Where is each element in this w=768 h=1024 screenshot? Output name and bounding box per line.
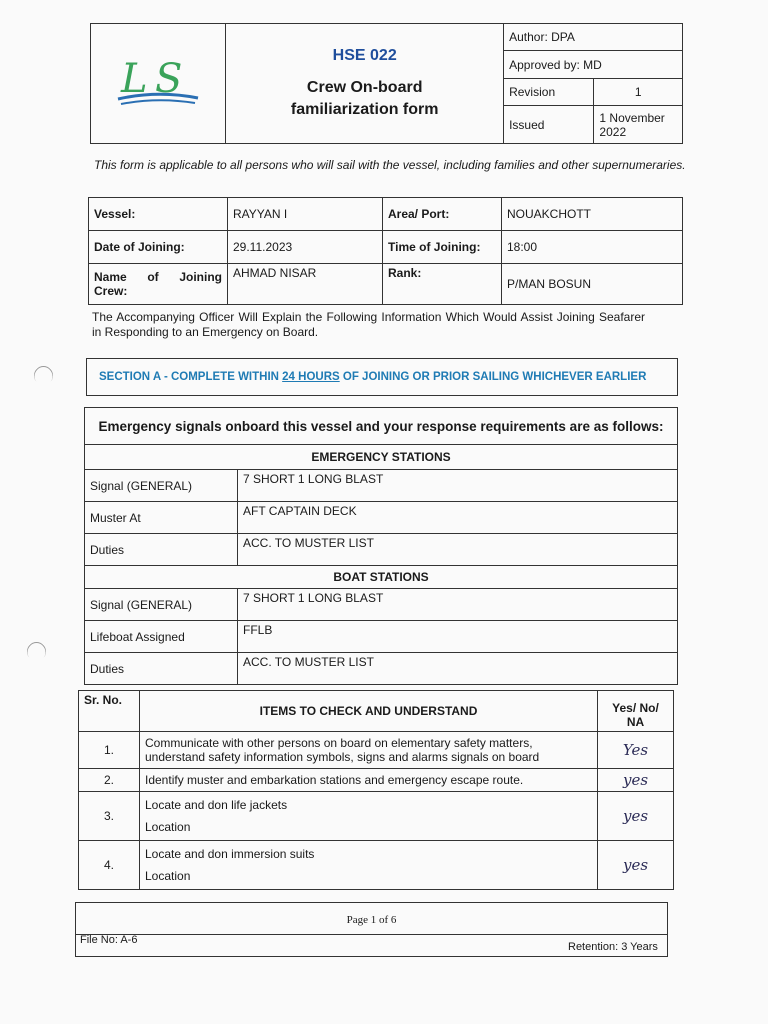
row-number: 4. [79, 841, 140, 890]
ls-logo-icon [113, 52, 203, 112]
emergency-duties-label: Duties [85, 534, 238, 566]
muster-label: Muster At [85, 502, 238, 534]
table-row [85, 502, 678, 534]
document-title-line1: Crew On-board [306, 78, 423, 96]
emergency-duties-value: ACC. TO MUSTER LIST [238, 534, 678, 566]
col-items-header: ITEMS TO CHECK AND UNDERSTAND [140, 691, 598, 732]
table-row [85, 470, 678, 502]
table-row [85, 621, 678, 653]
row-number: 2. [79, 769, 140, 792]
row-item-text: Locate and don life jackets [145, 798, 288, 812]
muster-value: AFT CAPTAIN DECK [238, 502, 678, 534]
date-value: 29.11.2023 [228, 231, 383, 264]
boat-signal-value: 7 SHORT 1 LONG BLAST [238, 589, 678, 621]
svg-text:S: S [155, 56, 183, 102]
issued-label: Issued [504, 106, 594, 144]
rank-value: P/MAN BOSUN [502, 264, 683, 305]
company-logo [91, 24, 226, 144]
row-number: 3. [79, 792, 140, 841]
row-answer: yes [598, 769, 674, 792]
signals-heading: Emergency signals onboard this vessel and your response requirements are as follows: [85, 408, 678, 445]
intro-text: The Accompanying Officer Will Explain the Following Information Which Would Assist Joining Seafarer in Responding to an Emergency on Board. [92, 310, 645, 339]
boat-stations-heading: BOAT STATIONS [85, 566, 678, 589]
row-number: 1. [79, 732, 140, 769]
section-a-part3: OF JOINING OR PRIOR SAILING WHICHEVER EARLIER [339, 371, 647, 383]
issued-value: 1 November 2022 [594, 106, 683, 144]
row-item-text: Locate and don immersion suits [145, 847, 315, 861]
document-title-block [226, 24, 504, 144]
emergency-signals-table [84, 407, 678, 685]
time-value: 18:00 [502, 231, 683, 264]
revision-value: 1 [594, 78, 683, 105]
section-a-part1: SECTION A - COMPLETE WITHIN [99, 371, 283, 383]
retention-period: Retention: 3 Years [568, 941, 658, 953]
rank-label: Rank: [383, 264, 502, 305]
punch-hole-top [30, 362, 57, 389]
section-a-banner [86, 358, 678, 396]
row-answer: Yes [598, 732, 674, 769]
revision-label: Revision [504, 78, 594, 105]
approved-field: Approved by: MD [504, 51, 683, 78]
footer-top-line [75, 902, 668, 903]
lifeboat-label: Lifeboat Assigned [85, 621, 238, 653]
vessel-label: Vessel: [89, 198, 228, 231]
emergency-signal-label: Signal (GENERAL) [85, 470, 238, 502]
time-label: Time of Joining: [383, 231, 502, 264]
table-row [85, 653, 678, 685]
row-answer: yes [598, 792, 674, 841]
row-item-location: Location [145, 820, 191, 834]
section-a-deadline: 24 HOURS [282, 371, 340, 383]
footer-divider [75, 934, 668, 935]
row-item-text: Identify muster and embarkation stations and emergency escape route. [140, 769, 598, 792]
row-item-text: Communicate with other persons on board on elementary safety matters, understand safety information symbols, signs and alarms signals on board [140, 732, 598, 769]
row-item-location: Location [145, 869, 191, 883]
emergency-signal-value: 7 SHORT 1 LONG BLAST [238, 470, 678, 502]
boat-duties-label: Duties [85, 653, 238, 685]
document-title-line2: familiarization form [290, 100, 439, 118]
svg-text:L: L [121, 56, 148, 102]
table-row [79, 732, 674, 769]
date-label: Date of Joining: [89, 231, 228, 264]
area-label: Area/ Port: [383, 198, 502, 231]
punch-hole-bottom [23, 638, 50, 665]
table-row [79, 792, 674, 841]
name-label: Name of Joining Crew: [89, 264, 228, 305]
table-row [79, 769, 674, 792]
vessel-value: RAYYAN I [228, 198, 383, 231]
row-answer: yes [598, 841, 674, 890]
applicability-note: This form is applicable to all persons who will sail with the vessel, including families and other supernumeraries. [94, 158, 686, 172]
file-number: File No: A-6 [80, 934, 138, 946]
name-value: AHMAD NISAR [228, 264, 383, 305]
checklist-table [78, 690, 674, 890]
author-field: Author: DPA [504, 24, 683, 51]
document-header [90, 23, 683, 144]
boat-duties-value: ACC. TO MUSTER LIST [238, 653, 678, 685]
area-value: NOUAKCHOTT [502, 198, 683, 231]
document-code: HSE 022 [332, 46, 397, 64]
emergency-stations-heading: EMERGENCY STATIONS [85, 445, 678, 470]
col-yes-header: Yes/ No/ NA [598, 691, 674, 732]
lifeboat-value: FFLB [238, 621, 678, 653]
col-sr-header: Sr. No. [79, 691, 140, 732]
table-row [85, 589, 678, 621]
table-row [79, 841, 674, 890]
table-row [85, 534, 678, 566]
page-number: Page 1 of 6 [346, 914, 397, 926]
crew-info-table [88, 197, 683, 305]
boat-signal-label: Signal (GENERAL) [85, 589, 238, 621]
